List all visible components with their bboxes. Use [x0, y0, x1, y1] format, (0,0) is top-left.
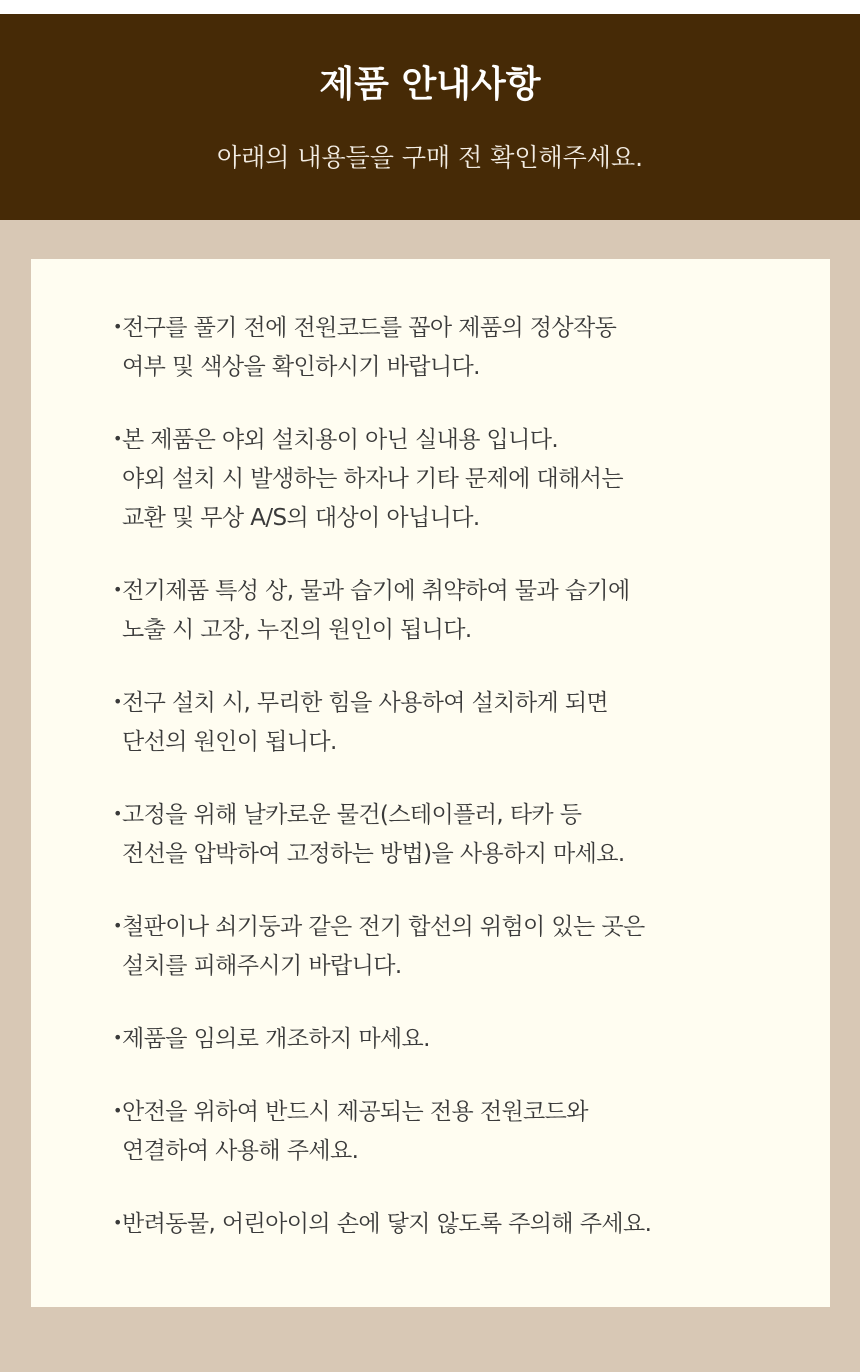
notice-line: 고정을 위해 날카로운 물건(스테이플러, 타카 등 [122, 802, 582, 828]
bullet-icon: • [113, 1101, 122, 1120]
notice-line: 본 제품은 야외 설치용이 아닌 실내용 입니다. [122, 427, 559, 453]
bullet-icon: • [113, 429, 122, 448]
notice-line: 단선의 원인이 됩니다. [122, 729, 337, 755]
notice-item [113, 796, 803, 874]
notice-line: 전구를 풀기 전에 전원코드를 꼽아 제품의 정상작동 [122, 315, 617, 341]
notice-line: 제품을 임의로 개조하지 마세요. [122, 1026, 430, 1052]
notice-item [113, 309, 803, 387]
bullet-icon: • [113, 1028, 122, 1047]
notice-line: 전구 설치 시, 무리한 힘을 사용하여 설치하게 되면 [122, 690, 609, 716]
notice-item [113, 1020, 803, 1059]
notice-line: 교환 및 무상 A/S의 대상이 아닙니다. [122, 505, 480, 531]
notice-item [113, 684, 803, 762]
notice-item [113, 1205, 803, 1244]
notice-line: 반려동물, 어린아이의 손에 닿지 않도록 주의해 주세요. [122, 1211, 652, 1237]
notice-line: 설치를 피해주시기 바랍니다. [122, 953, 402, 979]
bullet-icon: • [113, 916, 122, 935]
header-banner [0, 14, 860, 220]
notice-line: 노출 시 고장, 누진의 원인이 됩니다. [122, 617, 472, 643]
bullet-icon: • [113, 692, 122, 711]
bullet-icon: • [113, 317, 122, 336]
bullet-icon: • [113, 804, 122, 823]
notice-line: 전기제품 특성 상, 물과 습기에 취약하여 물과 습기에 [122, 578, 630, 604]
notice-item [113, 572, 803, 650]
bullet-icon: • [113, 580, 122, 599]
notice-line: 안전을 위하여 반드시 제공되는 전용 전원코드와 [122, 1099, 588, 1125]
notice-list [113, 309, 803, 1278]
notice-line: 야외 설치 시 발생하는 하자나 기타 문제에 대해서는 [122, 466, 623, 492]
notice-item [113, 421, 803, 538]
notice-item [113, 1093, 803, 1171]
notice-item [113, 908, 803, 986]
page-title: 제품 안내사항 [319, 64, 541, 105]
notice-line: 철판이나 쇠기둥과 같은 전기 합선의 위험이 있는 곳은 [122, 914, 645, 940]
notice-line: 연결하여 사용해 주세요. [122, 1138, 359, 1164]
notice-line: 전선을 압박하여 고정하는 방법)을 사용하지 마세요. [122, 841, 625, 867]
notice-line: 여부 및 색상을 확인하시기 바랍니다. [122, 354, 480, 380]
notice-card [31, 259, 830, 1307]
bullet-icon: • [113, 1213, 122, 1232]
page-subtitle: 아래의 내용들을 구매 전 확인해주세요. [216, 143, 644, 172]
notice-page [0, 14, 860, 1372]
